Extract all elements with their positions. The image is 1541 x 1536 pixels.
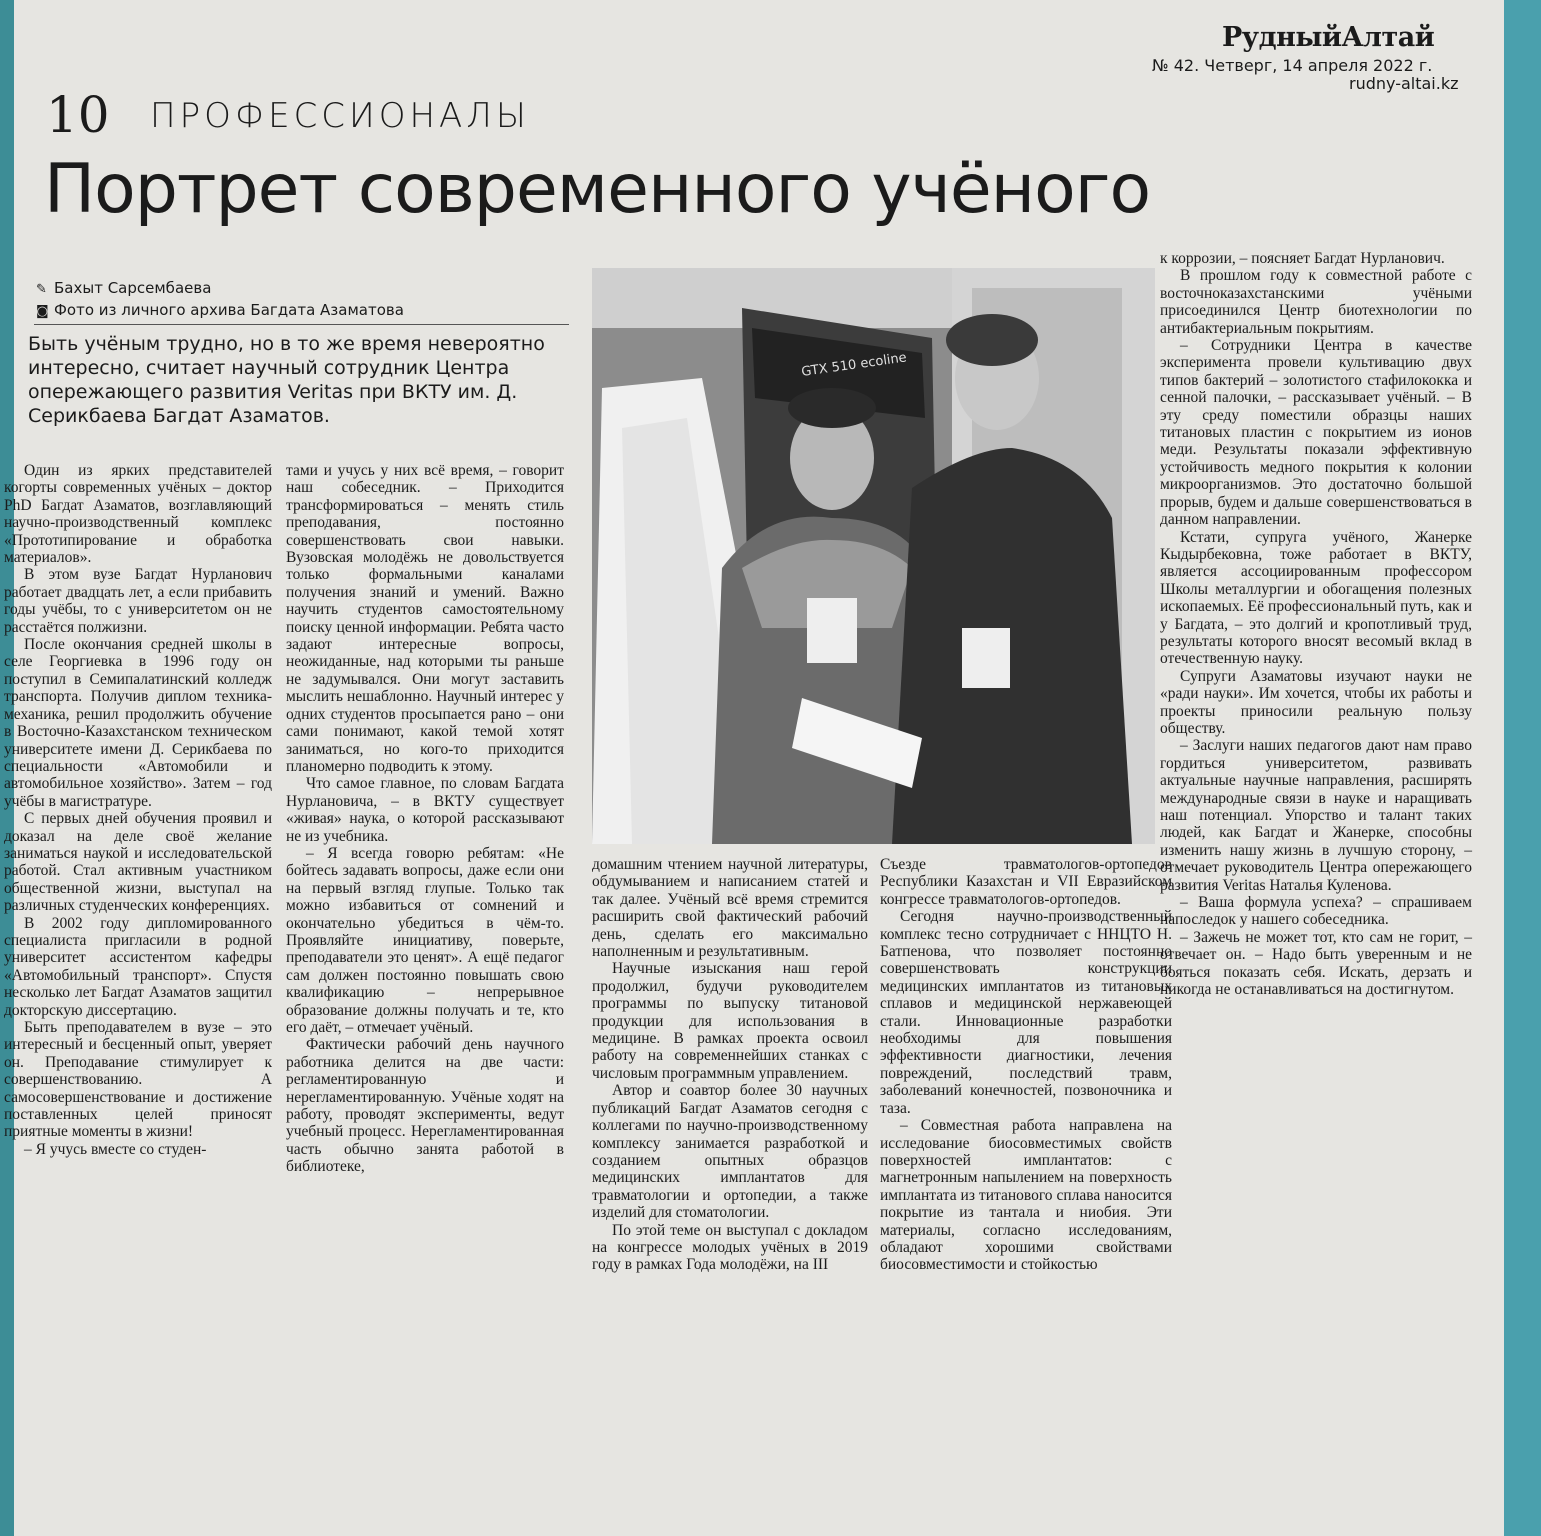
paragraph: Научные изыскания наш герой продолжил, будучи руководителем программы по выпуску титановой продукции для использования в медицине. В рамках проекта освоил работу на современнейших станках с числовым программным управлением. — [592, 960, 868, 1082]
paragraph: – Я всегда говорю ребятам: «Не бойтесь задавать вопросы, даже если они на первый взгляд глупые. Только так можно избавиться от сомнений и окончательно убедиться в чём-то. Проявляйте инициативу, поверьте, преподаватели это ценят». А ещё педагог сам должен постоянно повышать свою квалификацию – непрерывное образование должны получать и те, кто его даёт, – отмечает учёный. — [286, 844, 564, 1036]
paragraph: к коррозии, – поясняет Багдат Нурланович. — [1160, 250, 1445, 267]
divider — [34, 324, 569, 325]
newspaper-logo: РудныйАлтай — [1222, 22, 1435, 53]
paragraph: – Заслуги наших педагогов дают нам право гордиться университетом, развивать актуальные научные направления, расширять международные связи в науке и наращивать наш потенциал. Упорство и талант таких людей, как Багдат и Жанерке, способны изменить нашу жизнь в лучшую сторону, – отмечает руководитель Центра опережающего развития Veritas Наталья Куленова. — [1160, 737, 1472, 894]
photo-credit: Фото из личного архива Багдата Азаматова — [54, 301, 404, 319]
paragraph: В этом вузе Багдат Нурланович работает двадцать лет, а если прибавить годы учёбы, то с университетом он не расстаётся полжизни. — [4, 566, 272, 636]
rubric: ПРОФЕССИОНАЛЫ — [150, 96, 530, 136]
column-5 — [1160, 250, 1472, 998]
pencil-icon: ✎ — [36, 282, 47, 297]
website: rudny-altai.kz — [1349, 74, 1459, 93]
paragraph: Сегодня научно-производственный комплекс тесно сотрудничает с ННЦТО Н. Батпенова, что позволяет постоянно совершенствовать конструкции медицинских имплантатов из титановых сплавов и медицинской нержавеющей стали. Инновационные разработки необходимы для повышения эффективности диагностики, лечения повреждений, последствий травм, заболеваний конечностей, позвоночника и таза. — [880, 908, 1172, 1117]
article-title: Портрет современного учёного — [44, 150, 1151, 229]
column-1 — [4, 462, 272, 1158]
paragraph: Супруги Азаматовы изучают науки не «ради науки». Им хочется, чтобы их работы и проекты приносили реальную пользу обществу. — [1160, 667, 1472, 737]
article-photo — [592, 268, 1155, 844]
credits — [36, 278, 404, 322]
paragraph: – Совместная работа направлена на исследование биосовместимых свойств поверхностей имплантатов: с магнетронным напылением на поверхность имплантата из титанового сплава наносится покрытие из тантала и ниобия. Эти материалы, согласно исследованиям, обладают хорошими свойствами биосовместимости и стойкостью — [880, 1117, 1172, 1274]
article-lead: Быть учёным трудно, но в то же время невероятно интересно, считает научный сотрудник Центра опережающего развития Veritas при ВКТУ им. Д. Серикбаева Багдат Азаматов. — [28, 333, 545, 427]
paragraph: домашним чтением научной литературы, обдумыванием и написанием статей и так далее. Учёный всё время стремится расширить свой фактический рабочий день, сделать его максимально наполненным и результативным. — [592, 856, 868, 961]
paragraph: тами и учусь у них всё время, – говорит наш собеседник. – Приходится трансформироваться – менять стиль преподавания, постоянно совершенствовать свои навыки. Вузовская молодёжь не довольствуется только формальными каналами получения знаний и умений. Важно научить студентов самостоятельному поиску ценной информации. Ребята часто задают интересные вопросы, неожиданные, над которыми ты раньше не задумывался. Они могут заставить мыслить нешаблонно. Научный интерес у одних студентов просыпается рано – они сами понимают, какой темой хотят заниматься, но кого-то приходится планомерно подводить к этому. — [286, 462, 564, 775]
camera-icon: ◙ — [36, 304, 49, 319]
paragraph: В 2002 году дипломированного специалиста пригласили в родной университет ассистентом кафедры «Автомобильный транспорт». Спустя несколько лет Багдат Азаматов защитил докторскую диссертацию. — [4, 914, 272, 1019]
column-2 — [286, 462, 564, 1176]
paragraph: Автор и соавтор более 30 научных публикаций Багдат Азаматов сегодня с коллегами по научно-производственному комплексу занимается разработкой и созданием опытных образцов медицинских имплантатов для травматологии и ортопедии, а также изделий для стоматологии. — [592, 1082, 868, 1222]
paragraph: – Ваша формула успеха? – спрашиваем напоследок у нашего собеседника. — [1160, 894, 1472, 929]
paragraph: Съезде травматологов-ортопедов Республики Казахстан и VII Евразийском конгрессе травматологов-ортопедов. — [880, 856, 1172, 908]
paragraph: Один из ярких представителей когорты современных учёных – доктор PhD Багдат Азаматов, возглавляющий научно-производственный комплекс «Прототипирование и обработка материалов». — [4, 462, 272, 567]
paragraph: После окончания средней школы в селе Георгиевка в 1996 году он поступил в Семипалатинский колледж транспорта. Получив диплом техника-механика, решил продолжить обучение в Восточно-Казахстанском техническом университете имени Д. Серикбаева по специальности «Автомобили и автомобильное хозяйство». Затем – год учёбы в магистратуре. — [4, 636, 272, 810]
column-4 — [880, 856, 1172, 1274]
paragraph: По этой теме он выступал с докладом на конгрессе молодых учёных в 2019 году в рамках Года молодёжи, на III — [592, 1221, 868, 1274]
paragraph: С первых дней обучения проявил и доказал на деле своё желание заниматься наукой и исследовательской работой. Стал активным участником общественной жизни, выступал на различных студенческих конференциях. — [4, 810, 272, 915]
column-3 — [592, 856, 868, 1274]
paragraph: – Я учусь вместе со студен- — [24, 1140, 207, 1158]
paragraph: – Сотрудники Центра в качестве эксперимента провели культивацию двух типов бактерий – золотистого стафилококка и сенной палочки, – рассказывает учёный. – В эту среду поместили образцы наших титановых пластин с покрытием из ионов меди. Результаты показали эффективную устойчивость медного покрытия к колонии микроорганизмов. Это достаточно большой прорыв, будем и дальше совершенствоваться в данном направлении. — [1160, 337, 1472, 529]
paragraph: – Зажечь не может тот, кто сам не горит, – отвечает он. – Надо быть уверенным и не бояться показать себя. Искать, дерзать и никогда не останавливаться на достигнутом. — [1160, 928, 1472, 999]
paragraph: Кстати, супруга учёного, Жанерке Кыдырбековна, тоже работает в ВКТУ, является ассоциированным профессором Школы металлургии и обогащения полезных ископаемых. Её профессиональный путь, как и у Багдата, – это долгий и кропотливый труд, результаты которого вносят весомый вклад в отечественную науку. — [1160, 528, 1472, 668]
paragraph: Фактически рабочий день научного работника делится на две части: регламентированную и нерегламентированную. Учёные ходят на работу, проводят эксперименты, ведут учебный процесс. Нерегламентированная часть обычно занята работой в библиотеке, — [286, 1036, 564, 1176]
paragraph: Быть преподавателем в вузе – это интересный и бесценный опыт, уверяет он. Преподавание стимулирует к совершенствованию. А самосовершенствование и достижение поставленных целей приносят приятные моменты в жизни! — [4, 1019, 272, 1141]
newspaper-page — [4, 0, 1504, 1536]
machine-label: GTX 510 ecoline — [800, 350, 908, 380]
paragraph: В прошлом году к совместной работе с восточноказахстанскими учёными присоединился Центр биотехнологии по антибактериальным покрытиям. — [1160, 267, 1472, 337]
author-name: Бахыт Сарсембаева — [54, 279, 212, 297]
paragraph: Что самое главное, по словам Багдата Нурлановича, – в ВКТУ существует «живая» наука, о которой рассказывают не из учебника. — [286, 775, 564, 845]
page-number: 10 — [46, 86, 110, 144]
issue-info: № 42. Четверг, 14 апреля 2022 г. — [1152, 56, 1433, 75]
